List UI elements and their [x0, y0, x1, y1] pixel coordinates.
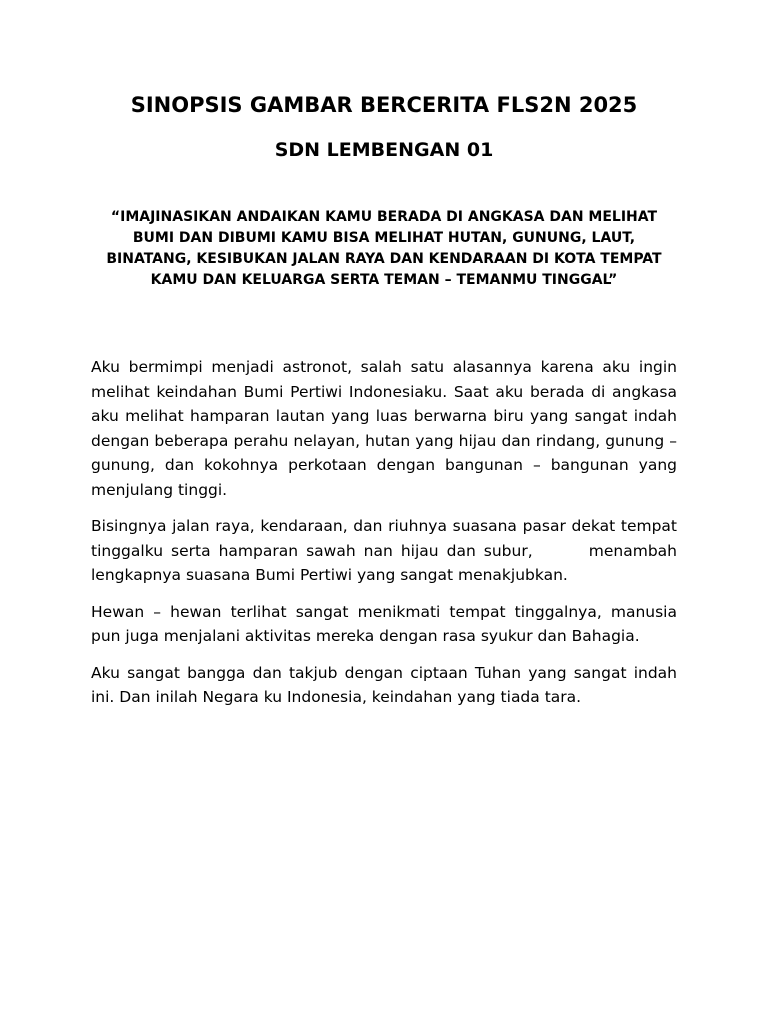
- document-title: SINOPSIS GAMBAR BERCERITA FLS2N 2025: [130, 93, 638, 117]
- theme-quote: “IMAJINASIKAN ANDAIKAN KAMU BERADA DI ANGKASA DAN MELIHAT BUMI DAN DIBUMI KAMU BISA MELIHAT HUTAN, GUNUNG, LAUT, BINATANG, KESIBUKAN JALAN RAYA DAN KENDARAAN DI KOTA TEMPAT KAMU DAN KELUARGA SERTA TEMAN – TEMANMU TINGGAL”: [106, 209, 662, 288]
- paragraph-2: Bisingnya jalan raya, kendaraan, dan riuhnya suasana pasar dekat tempat tinggalku serta hamparan sawah nan hijau dan subur, menambah lengkapnya suasana Bumi Pertiwi yang sangat menakjubkan.: [91, 517, 682, 584]
- paragraph-4: Aku sangat bangga dan takjub dengan ciptaan Tuhan yang sangat indah ini. Dan inilah Negara ku Indonesia, keindahan yang tiada tara.: [91, 663, 682, 706]
- synopsis-body: [91, 355, 682, 722]
- school-name: SDN LEMBENGAN 01: [274, 139, 494, 161]
- paragraph-3: Hewan – hewan terlihat sangat menikmati tempat tinggalnya, manusia pun juga menjalani aktivitas mereka dengan rasa syukur dan Bahagia.: [91, 602, 682, 645]
- paragraph-1: Aku bermimpi menjadi astronot, salah satu alasannya karena aku ingin melihat keindahan Bumi Pertiwi Indonesiaku. Saat aku berada di angkasa aku melihat hamparan lautan yang luas berwarna biru yang sangat indah dengan beberapa perahu nelayan, hutan yang hijau dan rindang, gunung – gunung, dan kokohnya perkotaan dengan bangunan – bangunan yang menjulang tinggi.: [91, 358, 682, 499]
